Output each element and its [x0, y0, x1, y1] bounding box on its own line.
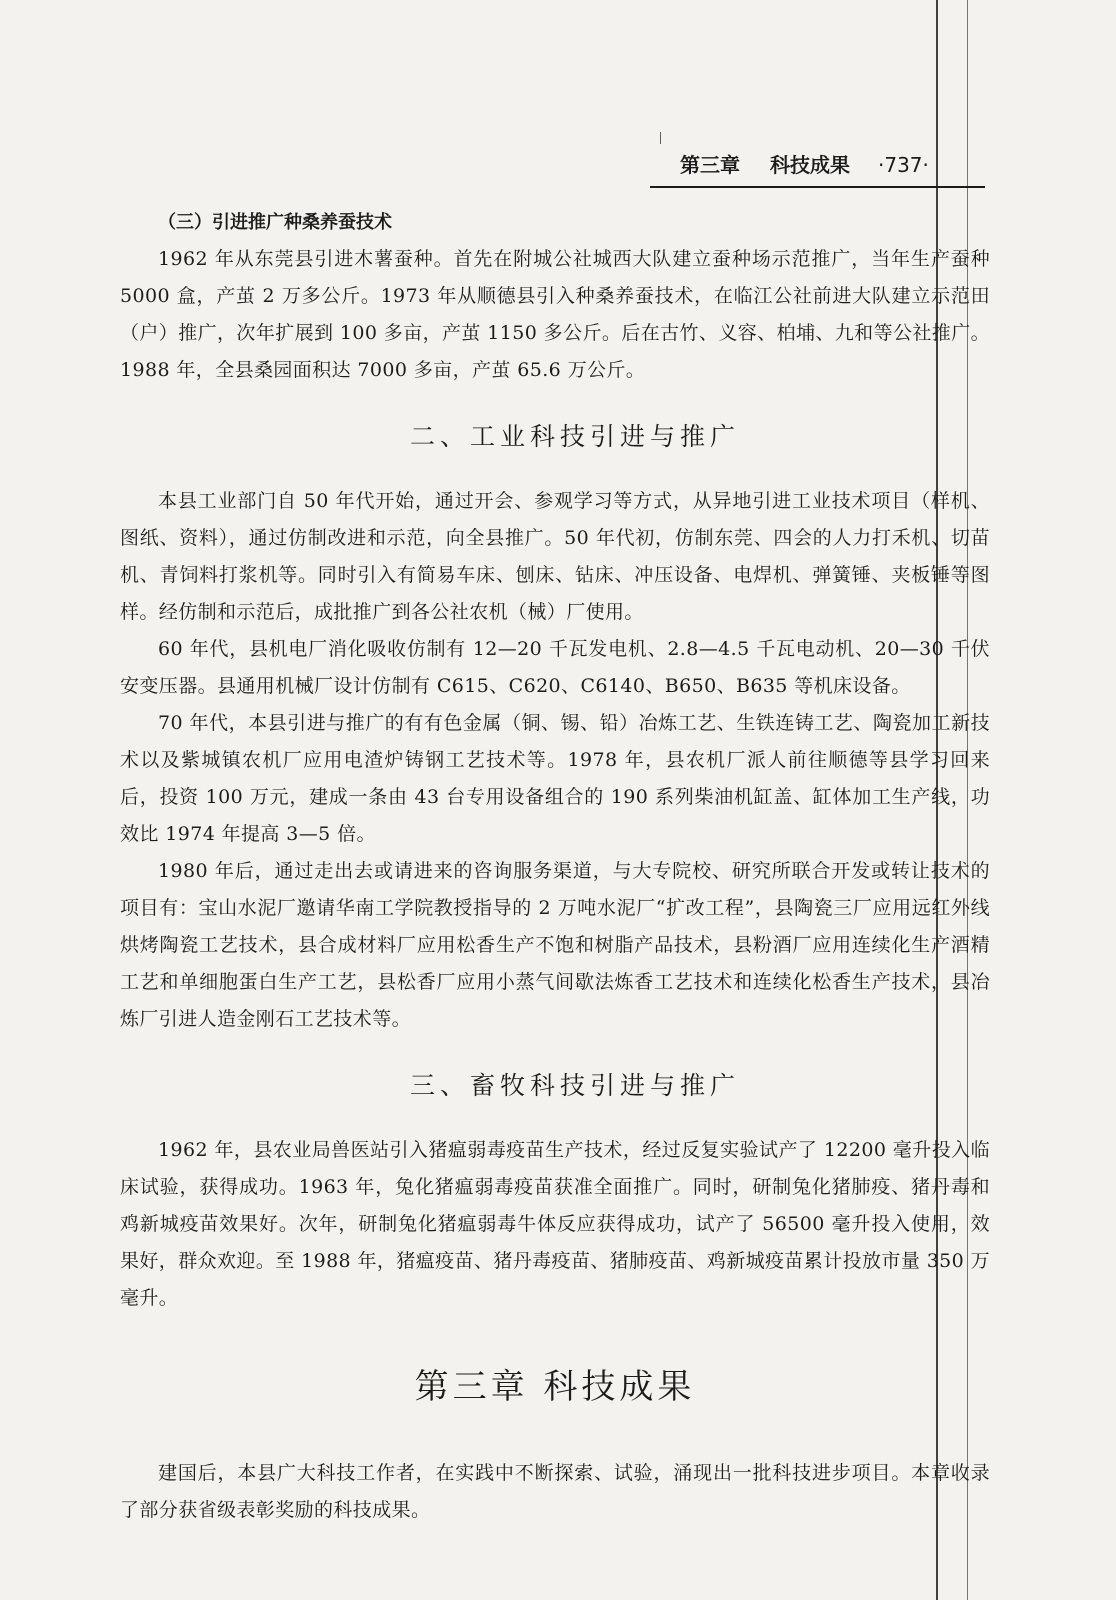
- page-body: [120, 204, 990, 1529]
- header-chapter-name: 科技成果: [770, 153, 850, 177]
- paragraph: 1980 年后，通过走出去或请进来的咨询服务渠道，与大专院校、研究所联合开发或转让技术的项目有：宝山水泥厂邀请华南工学院教授指导的 2 万吨水泥厂“扩改工程”，县陶瓷三厂应用远红外线烘烤陶瓷工艺技术，县合成材料厂应用松香生产不饱和树脂产品技术，县粉酒厂应用连续化生产酒精工艺和单细胞蛋白生产工艺，县松香厂应用小蒸气间歇法炼香工艺技术和连续化松香生产技术，县冶炼厂引进人造金刚石工艺技术等。: [120, 860, 990, 1030]
- scan-mark: [660, 132, 661, 144]
- section-title: 三、畜牧科技引进与推广: [409, 1071, 740, 1100]
- paragraph: 60 年代，县机电厂消化吸收仿制有 12—20 千瓦发电机、2.8—4.5 千瓦电动机、20—30 千伏安变压器。县通用机械厂设计仿制有 C615、C620、C6140、B650、B635 等机床设备。: [120, 638, 990, 697]
- chapter-title: 第三章 科技成果: [414, 1367, 696, 1407]
- paragraph: 70 年代，本县引进与推广的有有色金属（铜、锡、铅）冶炼工艺、生铁连铸工艺、陶瓷加工新技术以及紫城镇农机厂应用电渣炉铸钢工艺技术等。1978 年，县农机厂派人前往顺德等县学习回来后，投资 100 万元，建成一条由 43 台专用设备组合的 190 系列柴油机缸盖、缸体加工生产线，功效比 1974 年提高 3—5 倍。: [120, 712, 990, 845]
- paragraph: 1962 年，县农业局兽医站引入猪瘟弱毒疫苗生产技术，经过反复实验试产了 12200 毫升投入临床试验，获得成功。1963 年，兔化猪瘟弱毒疫苗获准全面推广。同时，研制兔化猪肺疫、猪丹毒和鸡新城疫苗效果好。次年，研制兔化猪瘟弱毒牛体反应获得成功，试产了 56500 毫升投入使用，效果好，群众欢迎。至 1988 年，猪瘟疫苗、猪丹毒疫苗、猪肺疫苗、鸡新城疫苗累计投放市量 350 万毫升。: [120, 1139, 990, 1309]
- running-header: [650, 150, 985, 188]
- paragraph: 1962 年从东莞县引进木薯蚕种。首先在附城公社城西大队建立蚕种场示范推广，当年生产蚕种 5000 盒，产茧 2 万多公斤。1973 年从顺德县引入种桑养蚕技术，在临江公社前进大队建立示范田（户）推广，次年扩展到 100 多亩，产茧 1150 多公斤。后在古竹、义容、柏埔、九和等公社推广。1988 年，全县桑园面积达 7000 多亩，产茧 65.6 万公斤。: [120, 248, 990, 381]
- paragraph: 建国后，本县广大科技工作者，在实践中不断探索、试验，涌现出一批科技进步项目。本章收录了部分获省级表彰奖励的科技成果。: [120, 1462, 990, 1521]
- paragraph: 本县工业部门自 50 年代开始，通过开会、参观学习等方式，从异地引进工业技术项目（样机、图纸、资料），通过仿制改进和示范，向全县推广。50 年代初，仿制东莞、四会的人力打禾机、切苗机、青饲料打浆机等。同时引入有简易车床、刨床、钻床、冲压设备、电焊机、弹簧锤、夹板锤等图样。经仿制和示范后，成批推广到各公社农机（械）厂使用。: [120, 490, 990, 623]
- header-chapter: 第三章: [680, 153, 740, 177]
- section-title: 二、工业科技引进与推广: [409, 422, 740, 451]
- page-number: ·737·: [878, 153, 929, 177]
- subsection-heading: （三）引进推广种桑养蚕技术: [158, 212, 392, 233]
